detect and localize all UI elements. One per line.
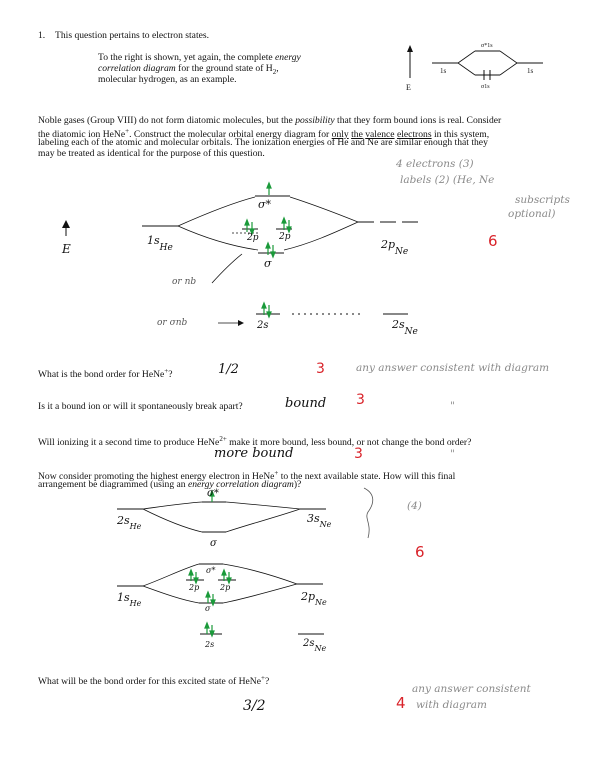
grader-note-line-4: optional) bbox=[508, 208, 556, 220]
diagram1-or-nb-bottom: or σnb bbox=[157, 318, 188, 328]
noble-line-3: labeling each of the atomic and molecular orbitals. The ionization energies of He and Ne are similar enough that they bbox=[38, 137, 488, 148]
h2-left-label: 1s bbox=[440, 67, 447, 75]
diagram2-ne2p-label: $2p_{Ne}$ bbox=[301, 590, 327, 607]
noble-line-1: Noble gases (Group VIII) do not form diatomic molecules, but the possibility that they form bound ions is real. Consider bbox=[38, 115, 502, 126]
diagram2-2p-a: 2p bbox=[189, 583, 200, 592]
q-ionize-ditto: " bbox=[450, 448, 455, 460]
diagram2-sigma-mid: σ bbox=[205, 604, 211, 613]
q-bound-score: 3 bbox=[356, 392, 365, 408]
diagram1-2p-a: 2p bbox=[247, 233, 259, 243]
h2-sigma-star-label: σ*1s bbox=[481, 43, 493, 49]
diagram1-ne2p-label: $2p_{Ne}$ bbox=[381, 238, 409, 257]
diagram2-2s: 2s bbox=[205, 640, 215, 649]
question-number: 1. bbox=[38, 30, 46, 41]
diagram1-ne2s-label: $2s_{Ne}$ bbox=[392, 318, 418, 337]
diagram1-2p-b: 2p bbox=[279, 232, 291, 242]
diagram2-ne3s-label: $3s_{Ne}$ bbox=[307, 512, 332, 529]
intro-line-3: molecular hydrogen, as an example. bbox=[98, 74, 237, 85]
q-excited-text: What will be the bond order for this excited state of HeNe+? bbox=[38, 674, 270, 688]
intro-line-2: correlation diagram for the ground state of $H_2$, bbox=[98, 63, 279, 76]
q-bound-text: Is it a bound ion or will it spontaneously break apart? bbox=[38, 401, 243, 412]
diagram2-he2s-label: $2s_{He}$ bbox=[117, 514, 142, 531]
diagram1-sigma: σ bbox=[264, 257, 272, 270]
promote-line-2: arrangement be diagrammed (using an energy correlation diagram)? bbox=[38, 479, 302, 490]
h2-sigma-label: σ1s bbox=[481, 84, 490, 90]
q-excited-note-line-1: any answer consistent bbox=[412, 683, 531, 695]
diagram2-he1s-label: $1s_{He}$ bbox=[117, 591, 142, 608]
diagram2-2p-b: 2p bbox=[220, 583, 231, 592]
q-excited-score: 4 bbox=[396, 694, 406, 712]
grader-note-line-3: subscripts bbox=[515, 194, 570, 206]
q-bond-order-note: any answer consistent with diagram bbox=[356, 362, 550, 374]
q-bond-order-text: What is the bond order for HeNe+? bbox=[38, 367, 173, 381]
diagram2-sigma-top: σ bbox=[210, 538, 217, 549]
diagram1-sigma-star: σ* bbox=[258, 198, 272, 211]
h2-right-label: 1s bbox=[527, 67, 534, 75]
diagram1-score: 6 bbox=[488, 232, 498, 250]
grader-note-line-2: labels (2) (He, Ne bbox=[400, 174, 495, 186]
noble-line-4: may be treated as identical for the purpose of this question. bbox=[38, 148, 265, 159]
q-ionize-text: Will ionizing it a second time to produce HeNe$^{2+}$ make it more bound, less bound, or not change the bond order? bbox=[38, 435, 472, 449]
diagram2-sigma-star-top: σ* bbox=[207, 488, 219, 499]
diagram1-2s: 2s bbox=[257, 320, 269, 331]
h2-energy-axis-label: E bbox=[406, 83, 411, 92]
grader-note-line-1: 4 electrons (3) bbox=[396, 158, 474, 170]
diagram2-ne2s-label: $2s_{Ne}$ bbox=[303, 638, 327, 653]
diagram1-he1s-label: $1s_{He}$ bbox=[147, 234, 173, 253]
intro-line-1: To the right is shown, yet again, the complete energy bbox=[98, 52, 301, 63]
q-bound-ditto: " bbox=[450, 400, 455, 412]
question-title: This question pertains to electron states. bbox=[55, 30, 209, 41]
q-bond-order-answer: 1/2 bbox=[218, 362, 239, 377]
q-bond-order-score: 3 bbox=[316, 361, 325, 377]
diagram1-or-nb-top: or nb bbox=[172, 277, 197, 287]
diagram2-score: 6 bbox=[415, 543, 425, 561]
noble-line-2: the diatomic ion HeNe+. Construct the molecular orbital energy diagram for only the valence electrons in this system, bbox=[38, 127, 490, 141]
q-excited-answer: 3/2 bbox=[243, 698, 266, 714]
q-excited-note-line-2: with diagram bbox=[416, 699, 487, 711]
diagram2-sigma-star-mid: σ* bbox=[206, 566, 216, 575]
q-ionize-answer: more bound bbox=[214, 446, 294, 461]
promote-line-1: Now consider promoting the highest energy electron in HeNe+ to the next available state. How will this final bbox=[38, 469, 456, 483]
q-bound-answer: bound bbox=[285, 396, 327, 411]
diagram1-energy-label: E bbox=[62, 242, 71, 256]
diagram2-bracket-note: (4) bbox=[407, 500, 422, 512]
q-ionize-score: 3 bbox=[354, 446, 363, 462]
